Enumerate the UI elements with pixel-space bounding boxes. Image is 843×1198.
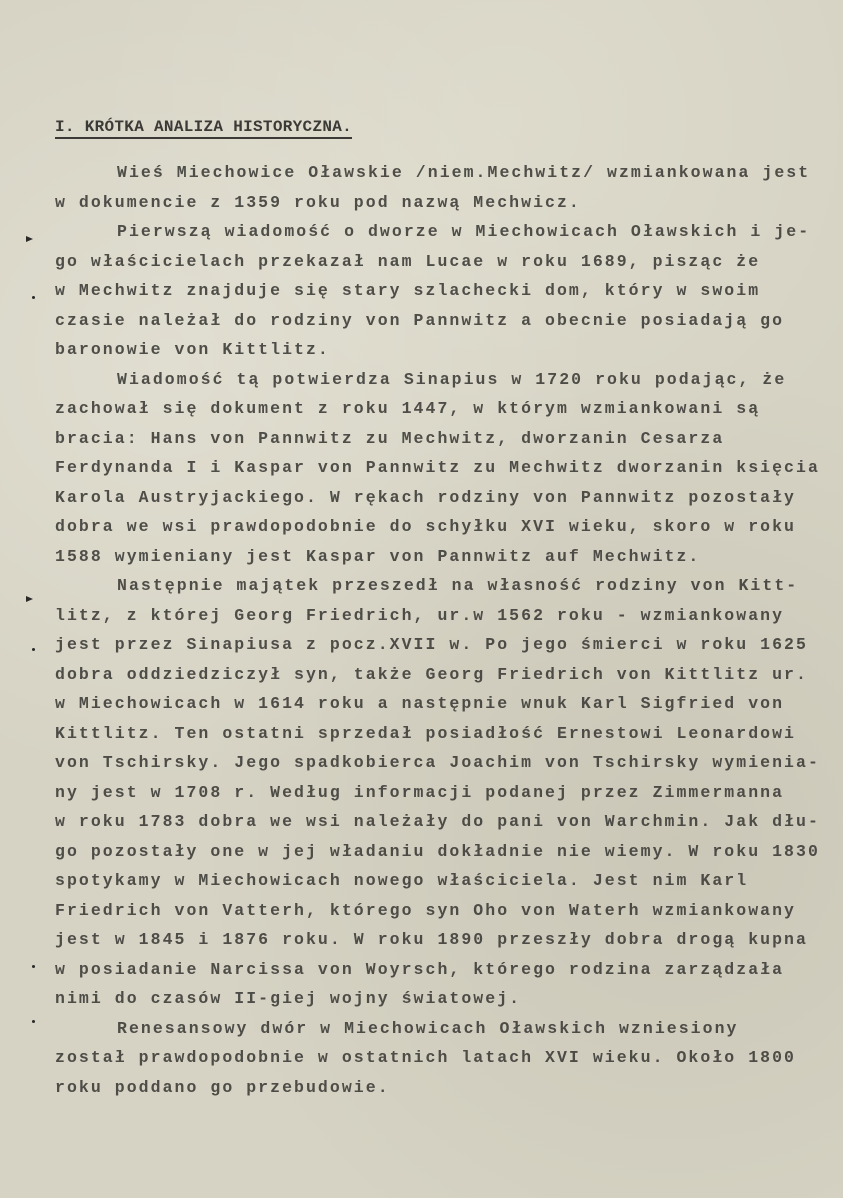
text-line: Renesansowy dwór w Miechowicach Oławskich wzniesiony: [117, 1018, 739, 1038]
paragraph: [55, 571, 820, 1014]
text-line: baronowie von Kittlitz.: [55, 340, 330, 359]
text-line: go właścicielach przekazał nam Lucae w roku 1689, pisząc że: [55, 251, 761, 271]
margin-arrow-mark: [26, 236, 33, 242]
text-line: w Miechowicach w 1614 roku a następnie wnuk Karl Sigfried von: [55, 694, 785, 713]
text-line: dobra oddziedziczył syn, także Georg Friedrich von Kittlitz ur.: [55, 664, 808, 684]
document-body: [55, 158, 820, 1102]
text-line: został prawdopodobnie w ostatnich latach XVI wieku. Około 1800: [55, 1048, 796, 1067]
section-heading: I. KRÓTKA ANALIZA HISTORYCZNA.: [55, 118, 352, 139]
text-line: Ferdynanda I i Kaspar von Pannwitz zu Mechwitz dworzanin księcia: [55, 458, 820, 477]
paragraph: [55, 1014, 796, 1103]
text-line: ny jest w 1708 r. Według informacji podanej przez Zimmermanna: [55, 782, 785, 802]
text-line: Kittlitz. Ten ostatni sprzedał posiadłość Ernestowi Leonardowi: [55, 723, 796, 743]
text-line: litz, z której Georg Friedrich, ur.w 1562 roku - wzmiankowany: [55, 605, 785, 625]
text-line: dobra we wsi prawdopodobnie do schyłku XVI wieku, skoro w roku: [55, 517, 796, 536]
text-line: Następnie majątek przeszedł na własność rodziny von Kitt-: [117, 576, 799, 595]
text-line: Wieś Miechowice Oławskie /niem.Mechwitz/ wzmiankowana jest: [117, 163, 811, 182]
margin-arrow-mark: [26, 596, 33, 602]
margin-dot-mark: [32, 965, 35, 968]
text-line: w posiadanie Narcissa von Woyrsch, którego rodzina zarządzała: [55, 959, 785, 979]
text-line: roku poddano go przebudowie.: [55, 1077, 390, 1097]
text-line: w Mechwitz znajduje się stary szlachecki dom, który w swoim: [55, 281, 761, 300]
text-line: Wiadomość tą potwierdza Sinapius w 1720 roku podając, że: [117, 369, 787, 389]
text-line: w roku 1783 dobra we wsi należały do pani von Warchmin. Jak dłu-: [55, 812, 820, 831]
text-line: von Tschirsky. Jego spadkobierca Joachim von Tschirsky wymienia-: [55, 753, 820, 772]
text-line: 1588 wymieniany jest Kaspar von Pannwitz auf Mechwitz.: [55, 546, 701, 566]
text-line: w dokumencie z 1359 roku pod nazwą Mechwicz.: [55, 192, 581, 212]
text-line: spotykamy w Miechowicach nowego właściciela. Jest nim Karl: [55, 871, 749, 890]
paragraph: [55, 217, 811, 365]
text-line: Karola Austryjackiego. W rękach rodziny von Pannwitz pozostały: [55, 487, 796, 507]
text-line: jest w 1845 i 1876 roku. W roku 1890 przeszły dobra drogą kupna: [55, 930, 808, 949]
margin-dot-mark: [32, 1020, 35, 1023]
margin-dot-mark: [32, 648, 35, 651]
text-line: nimi do czasów II-giej wojny światowej.: [55, 989, 522, 1008]
paragraph: [55, 365, 820, 572]
paragraph: [55, 158, 811, 217]
text-line: zachował się dokument z roku 1447, w którym wzmiankowani są: [55, 399, 761, 418]
text-line: go pozostały one w jej władaniu dokładnie nie wiemy. W roku 1830: [55, 841, 820, 861]
text-line: czasie należał do rodziny von Pannwitz a obecnie posiadają go: [55, 310, 785, 330]
text-line: jest przez Sinapiusa z pocz.XVII w. Po jego śmierci w roku 1625: [55, 635, 808, 654]
text-line: Pierwszą wiadomość o dworze w Miechowicach Oławskich i je-: [117, 222, 811, 241]
margin-dot-mark: [32, 296, 35, 299]
text-line: bracia: Hans von Pannwitz zu Mechwitz, dworzanin Cesarza: [55, 428, 725, 448]
text-line: Friedrich von Vatterh, którego syn Oho von Waterh wzmiankowany: [55, 900, 796, 920]
